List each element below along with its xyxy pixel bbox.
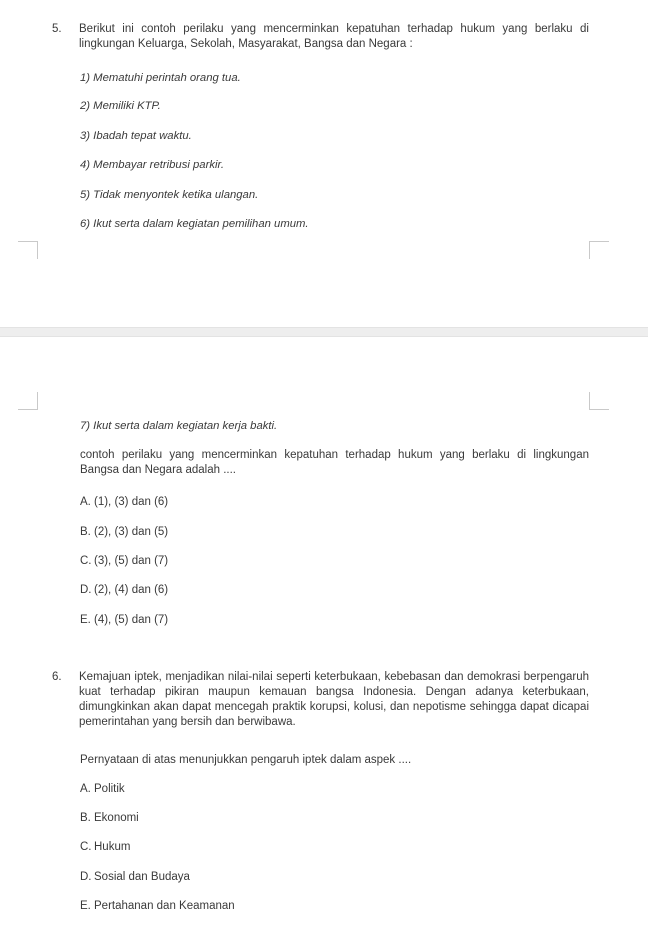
question-6-stem: Kemajuan iptek, menjadikan nilai-nilai seperti keterbukaan, kebebasan dan demokrasi berpengaruh kuat terhadap pikiran maupun kemauan bangsa Indonesia. Dengan adanya keterbukaan, dimungkinkan akan dapat mencegah praktik korupsi, kolusi, dan nepotisme sehingga dapat dicapai pemerintahan yang bersih dan berwibawa. <box>79 671 589 728</box>
question-6-option-c[interactable] <box>80 840 130 855</box>
question-6-option-a-text: Politik <box>94 783 125 795</box>
question-5-sub-item-7: 7) Ikut serta dalam kegiatan kerja bakti. <box>80 420 278 432</box>
question-5-option-d-letter: D. <box>80 584 92 596</box>
crop-mark-page2-top-left-icon <box>18 392 38 410</box>
question-5-option-e[interactable] <box>80 613 168 628</box>
question-6-option-a-letter: A. <box>80 783 91 795</box>
question-6-option-e-letter: E. <box>80 900 91 912</box>
question-6-option-d-text: Sosial dan Budaya <box>94 871 190 883</box>
question-6-option-d[interactable] <box>80 870 190 885</box>
question-5-option-a[interactable] <box>80 495 168 510</box>
question-5-option-b-letter: B. <box>80 526 91 538</box>
question-6-option-b-letter: B. <box>80 812 91 824</box>
question-6-option-e[interactable] <box>80 899 235 914</box>
question-6-option-b-text: Ekonomi <box>94 812 139 824</box>
question-6-option-c-letter: C. <box>80 841 92 853</box>
crop-mark-page2-top-right-icon <box>589 392 609 410</box>
document-page-2 <box>0 337 648 935</box>
question-5-sub-item-4: 4) Membayar retribusi parkir. <box>80 159 224 171</box>
question-5-prompt-block <box>80 448 589 478</box>
question-5-option-e-letter: E. <box>80 614 91 626</box>
question-5-sub-item-1: 1) Mematuhi perintah orang tua. <box>80 72 241 84</box>
question-6-prompt: Pernyataan di atas menunjukkan pengaruh iptek dalam aspek .... <box>80 754 412 766</box>
question-6-option-e-text: Pertahanan dan Keamanan <box>94 900 235 912</box>
question-5-sub-item-2: 2) Memiliki KTP. <box>80 100 161 112</box>
question-5-option-e-text: (4), (5) dan (7) <box>94 614 169 626</box>
question-5-option-b[interactable] <box>80 525 168 540</box>
question-5-row <box>52 22 589 52</box>
question-5-stem: Berikut ini contoh perilaku yang mencerminkan kepatuhan terhadap hukum yang berlaku di lingkungan Keluarga, Sekolah, Masyarakat, Bangsa dan Negara : <box>79 23 589 50</box>
question-5-sub-item-6: 6) Ikut serta dalam kegiatan pemilihan umum. <box>80 218 309 230</box>
question-5-stem-row <box>52 22 589 52</box>
question-5-prompt: contoh perilaku yang mencerminkan kepatuhan terhadap hukum yang berlaku di lingkungan Bangsa dan Negara adalah .... <box>80 449 589 476</box>
question-6-option-c-text: Hukum <box>94 841 131 853</box>
question-5-option-a-letter: A. <box>80 496 91 508</box>
question-5-option-c-letter: C. <box>80 555 92 567</box>
question-6-option-b[interactable] <box>80 811 139 826</box>
question-5-option-d-text: (2), (4) dan (6) <box>94 584 169 596</box>
question-5-number: 5. <box>52 23 62 35</box>
crop-mark-page1-bottom-left-icon <box>18 241 38 259</box>
question-5-option-c[interactable] <box>80 554 168 569</box>
question-6-option-d-letter: D. <box>80 871 92 883</box>
question-5-sub-item-3: 3) Ibadah tepat waktu. <box>80 130 192 142</box>
question-5-option-c-text: (3), (5) dan (7) <box>94 555 169 567</box>
question-5-sub-item-5: 5) Tidak menyontek ketika ulangan. <box>80 189 259 201</box>
question-5-option-a-text: (1), (3) dan (6) <box>94 496 169 508</box>
question-6-stem-row <box>52 670 589 730</box>
crop-mark-page1-bottom-right-icon <box>589 241 609 259</box>
question-5-option-b-text: (2), (3) dan (5) <box>94 526 169 538</box>
document-page-1 <box>0 0 648 327</box>
question-5-option-d[interactable] <box>80 583 168 598</box>
page-separator <box>0 327 648 337</box>
question-6-row <box>52 670 589 730</box>
question-6-option-a[interactable] <box>80 782 125 797</box>
question-6-number: 6. <box>52 671 62 683</box>
